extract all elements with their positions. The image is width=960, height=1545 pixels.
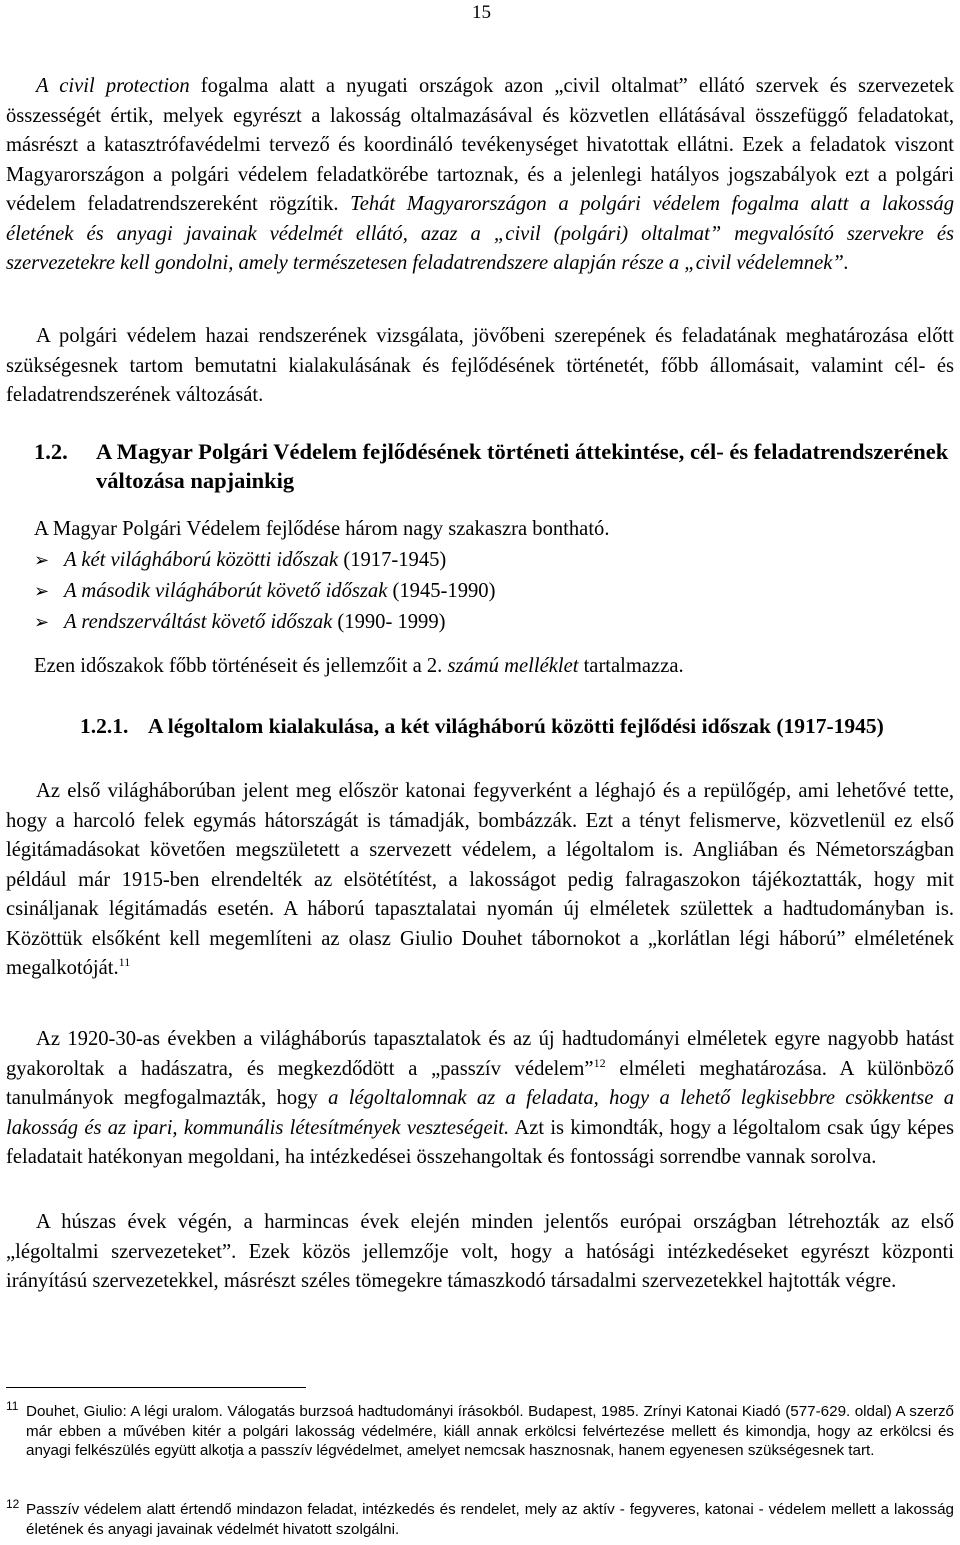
section-title: A Magyar Polgári Védelem fejlődésének történeti áttekintése, cél- és feladatrendszerének változása napjainkig bbox=[96, 439, 949, 493]
list-item bbox=[34, 607, 934, 638]
period-list bbox=[34, 545, 934, 638]
intro-run-plain: fogalma alatt a nyugati országok azon „civil oltalmat” ellátó szervek és szervezetek összességét értik, melyek egyrészt a lakosság oltalmazásával és közvetlen ellátásával összefüggő feladatokat, másrészt a katasztrófavédelmi tervező és koordináló tevékenységet hivatottak ellátni. Ezek a feladatok viszont Magyarországon a polgári védelem feladatkörébe tartoznak, és a jelenlegi hatályos jogszabályok ezt a polgári védelem feladatrendszereként rögzítik. bbox=[6, 75, 954, 215]
subsection-number: 1.2.1. bbox=[80, 714, 129, 738]
footnote-separator bbox=[6, 1387, 306, 1388]
list-item bbox=[34, 545, 934, 576]
footnote-text: Passzív védelem alatt értendő mindazon feladat, intézkedés és rendelet, mely az aktív - fegyveres, katonai - védelem mellett a lakosság életének és anyagi javainak védelmét hivatott szolgálni. bbox=[26, 1501, 954, 1538]
paragraph-text: Az első világháborúban jelent meg először katonai fegyverként a léghajó és a repülőgép, ami lehetővé tette, hogy a harcoló felek egymás hátországát is támadják, bombázzák. Ezt a tényt felismerve, közvetlenül ez első légitámadásokat követően megszületett a szervezett védelem, a légoltalom is. Angliában és Németországban például már 1915-ben elrendelték az elsötétítést, a lakosságot pedig falragaszokon tájékoztatták, hogy mit csináljanak légitámadás esetén. A háború tapasztalatai nyomán új elméletek születtek a hadtudományban is. Közöttük elsőként kell megemlíteni az olasz Giulio Douhet tábornokot a „korlátlan légi háború” elméletének megalkotóját. bbox=[6, 780, 954, 979]
paragraph-run: Az 1920-30-as években a világháborús tapasztalatok és az új hadtudományi elméletek egyre nagyobb hatást gyakoroltak a hadászatra, és megkezdődött a „passzív védelem” bbox=[6, 1028, 954, 1080]
section-lead: A Magyar Polgári Védelem fejlődése három nagy szakaszra bontható. bbox=[34, 518, 610, 540]
footnote-mark: 11 bbox=[6, 1399, 19, 1413]
list-item-italic: A két világháború közötti időszak bbox=[64, 549, 339, 571]
list-item-years: (1945-1990) bbox=[387, 580, 496, 602]
footnote-text: Douhet, Giulio: A légi uralom. Válogatás burzsoá hadtudományi írásokból. Budapest, 1985. Zrínyi Katonai Kiadó (577-629. oldal) A szerző már ebben a művében kitér a polgári lakosság védelmére, kiáll annak erkölcsi felvértezése mellett és kimondja, hogy az erkölcsi és anyagi felkészülés együtt alkotja a passzív légvédelmet, amelyet nemcsak hasznosnak, hanem egyenesen szükségesnek tart. bbox=[26, 1403, 954, 1460]
closing-run-italic: számú melléklet bbox=[447, 655, 579, 677]
section-closing-sentence bbox=[34, 652, 954, 682]
section-1-2-heading bbox=[34, 437, 954, 495]
intro-paragraph-2: A polgári védelem hazai rendszerének vizsgálata, jövőbeni szerepének és feladatának meghatározása előtt szükségesnek tartom bemutatni kialakulásának és fejlődésének történetét, főbb állomásait, valamint cél- és feladatrendszerének változását. bbox=[6, 325, 954, 406]
paragraph-run: Azt is kimondták, hogy a légoltalom csak úgy képes feladatait hatékonyan megoldani, ha intézkedései összehangoltak és fontossági sorrendbe vannak sorolva. bbox=[6, 1116, 954, 1168]
closing-run: tartalmazza. bbox=[578, 655, 684, 677]
footnote-11 bbox=[6, 1399, 954, 1461]
body-paragraph-1 bbox=[6, 777, 954, 984]
page-number: 15 bbox=[472, 2, 491, 23]
footnote-ref-12: 12 bbox=[593, 1055, 606, 1070]
paragraph-run-italic: a légoltalomnak az a feladata, hogy a lehető legkisebbre csökkentse a lakosság és az ipari, kommunális létesítmények veszteségeit. bbox=[6, 1087, 954, 1139]
list-item-years: (1917-1945) bbox=[338, 549, 447, 571]
footnote-mark: 12 bbox=[6, 1497, 20, 1511]
arrow-bullet-icon: ➢ bbox=[34, 612, 50, 633]
arrow-bullet-icon: ➢ bbox=[34, 581, 50, 602]
list-item-italic: A második világháborút követő időszak bbox=[64, 580, 388, 602]
section-1-2-1-heading bbox=[80, 712, 954, 741]
list-item-years: (1990- 1999) bbox=[332, 611, 446, 633]
footnote-12 bbox=[6, 1497, 954, 1539]
list-item bbox=[34, 576, 934, 607]
subsection-title: A légoltalom kialakulása, a két világháború közötti fejlődési időszak (1917-1945) bbox=[148, 714, 884, 738]
body-paragraph-2 bbox=[6, 1025, 954, 1173]
body-paragraph-3: A húszas évek végén, a harmincas évek elején minden jelentős európai országban létrehozták az első „légoltalmi szervezeteket”. Ezek közös jellemzője volt, hogy a hatósági intézkedéseket egyrészt központi irányítású szervezetekkel, másrészt széles tömegekre támaszkodó társadalmi szervezetekkel hajtották végre. bbox=[6, 1211, 954, 1292]
arrow-bullet-icon: ➢ bbox=[34, 550, 50, 571]
closing-run: Ezen időszakok főbb történéseit és jellemzőit a 2. bbox=[34, 655, 448, 677]
list-item-italic: A rendszerváltást követő időszak bbox=[64, 611, 333, 633]
paragraph-run: elméleti meghatározása. A különböző tanulmányok megfogalmazták, hogy bbox=[6, 1057, 954, 1109]
intro-paragraph-1 bbox=[6, 72, 954, 279]
intro-run-italic-definition: Tehát Magyarországon a polgári védelem fogalma alatt a lakosság életének és anyagi javainak védelmét ellátó, azaz a „civil (polgári) oltalmat” megvalósító szervekre és szervezetekre kell gondolni, amely természetesen feladatrendszere alapján része a „civil védelemnek”. bbox=[6, 193, 954, 274]
intro-run-italic-term: A civil protection bbox=[36, 75, 190, 97]
section-number: 1.2. bbox=[34, 439, 68, 464]
footnote-ref-11: 11 bbox=[118, 955, 131, 969]
